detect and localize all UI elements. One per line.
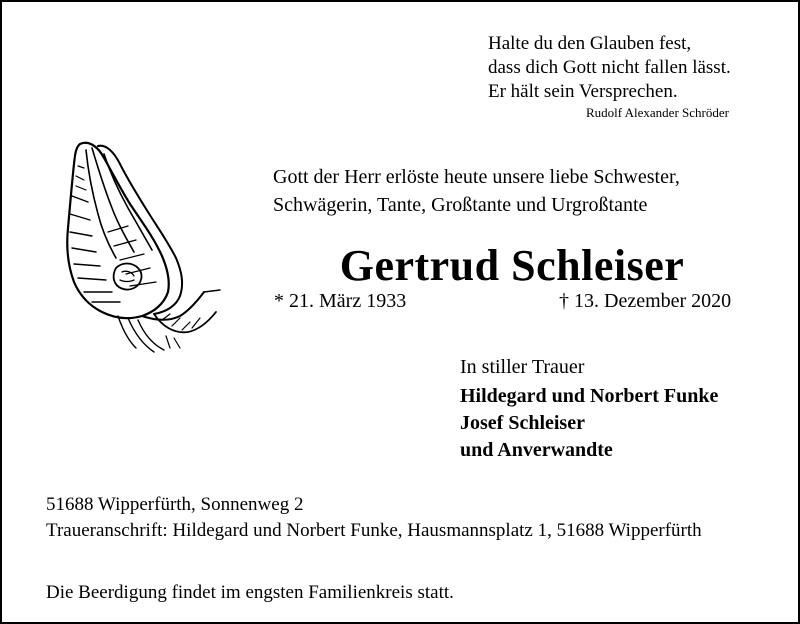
mourner-name: Hildegard und Norbert Funke <box>460 385 719 407</box>
poem-line: Halte du den Glauben fest, <box>488 33 692 54</box>
address-line: Traueranschrift: Hildegard und Norbert Funke, Hausmannsplatz 1, 51688 Wipperfürth <box>46 520 702 541</box>
birth-date: * 21. März 1933 <box>274 290 407 312</box>
address-block <box>46 492 702 544</box>
intro-text <box>273 163 680 219</box>
mourners-list <box>460 383 718 464</box>
poem <box>488 32 731 104</box>
deceased-name: Gertrud Schleiser <box>339 241 685 290</box>
mourner-name: Josef Schleiser <box>460 412 585 434</box>
intro-line: Gott der Herr erlöste heute unsere liebe Schwester, <box>273 166 680 188</box>
poem-line: Er hält sein Versprechen. <box>488 81 678 102</box>
address-line: 51688 Wipperfürth, Sonnenweg 2 <box>46 494 304 515</box>
name-container <box>2 240 800 291</box>
mourner-name: und Anverwandte <box>460 439 613 461</box>
funeral-note: Die Beerdigung findet im engsten Familienkreis statt. <box>46 582 454 603</box>
intro-line: Schwägerin, Tante, Großtante und Urgroßtante <box>273 194 648 216</box>
poem-line: dass dich Gott nicht fallen lässt. <box>488 57 731 78</box>
poem-author: Rudolf Alexander Schröder <box>586 105 729 120</box>
mourning-heading: In stiller Trauer <box>460 356 585 378</box>
death-date: † 13. Dezember 2020 <box>559 290 732 312</box>
